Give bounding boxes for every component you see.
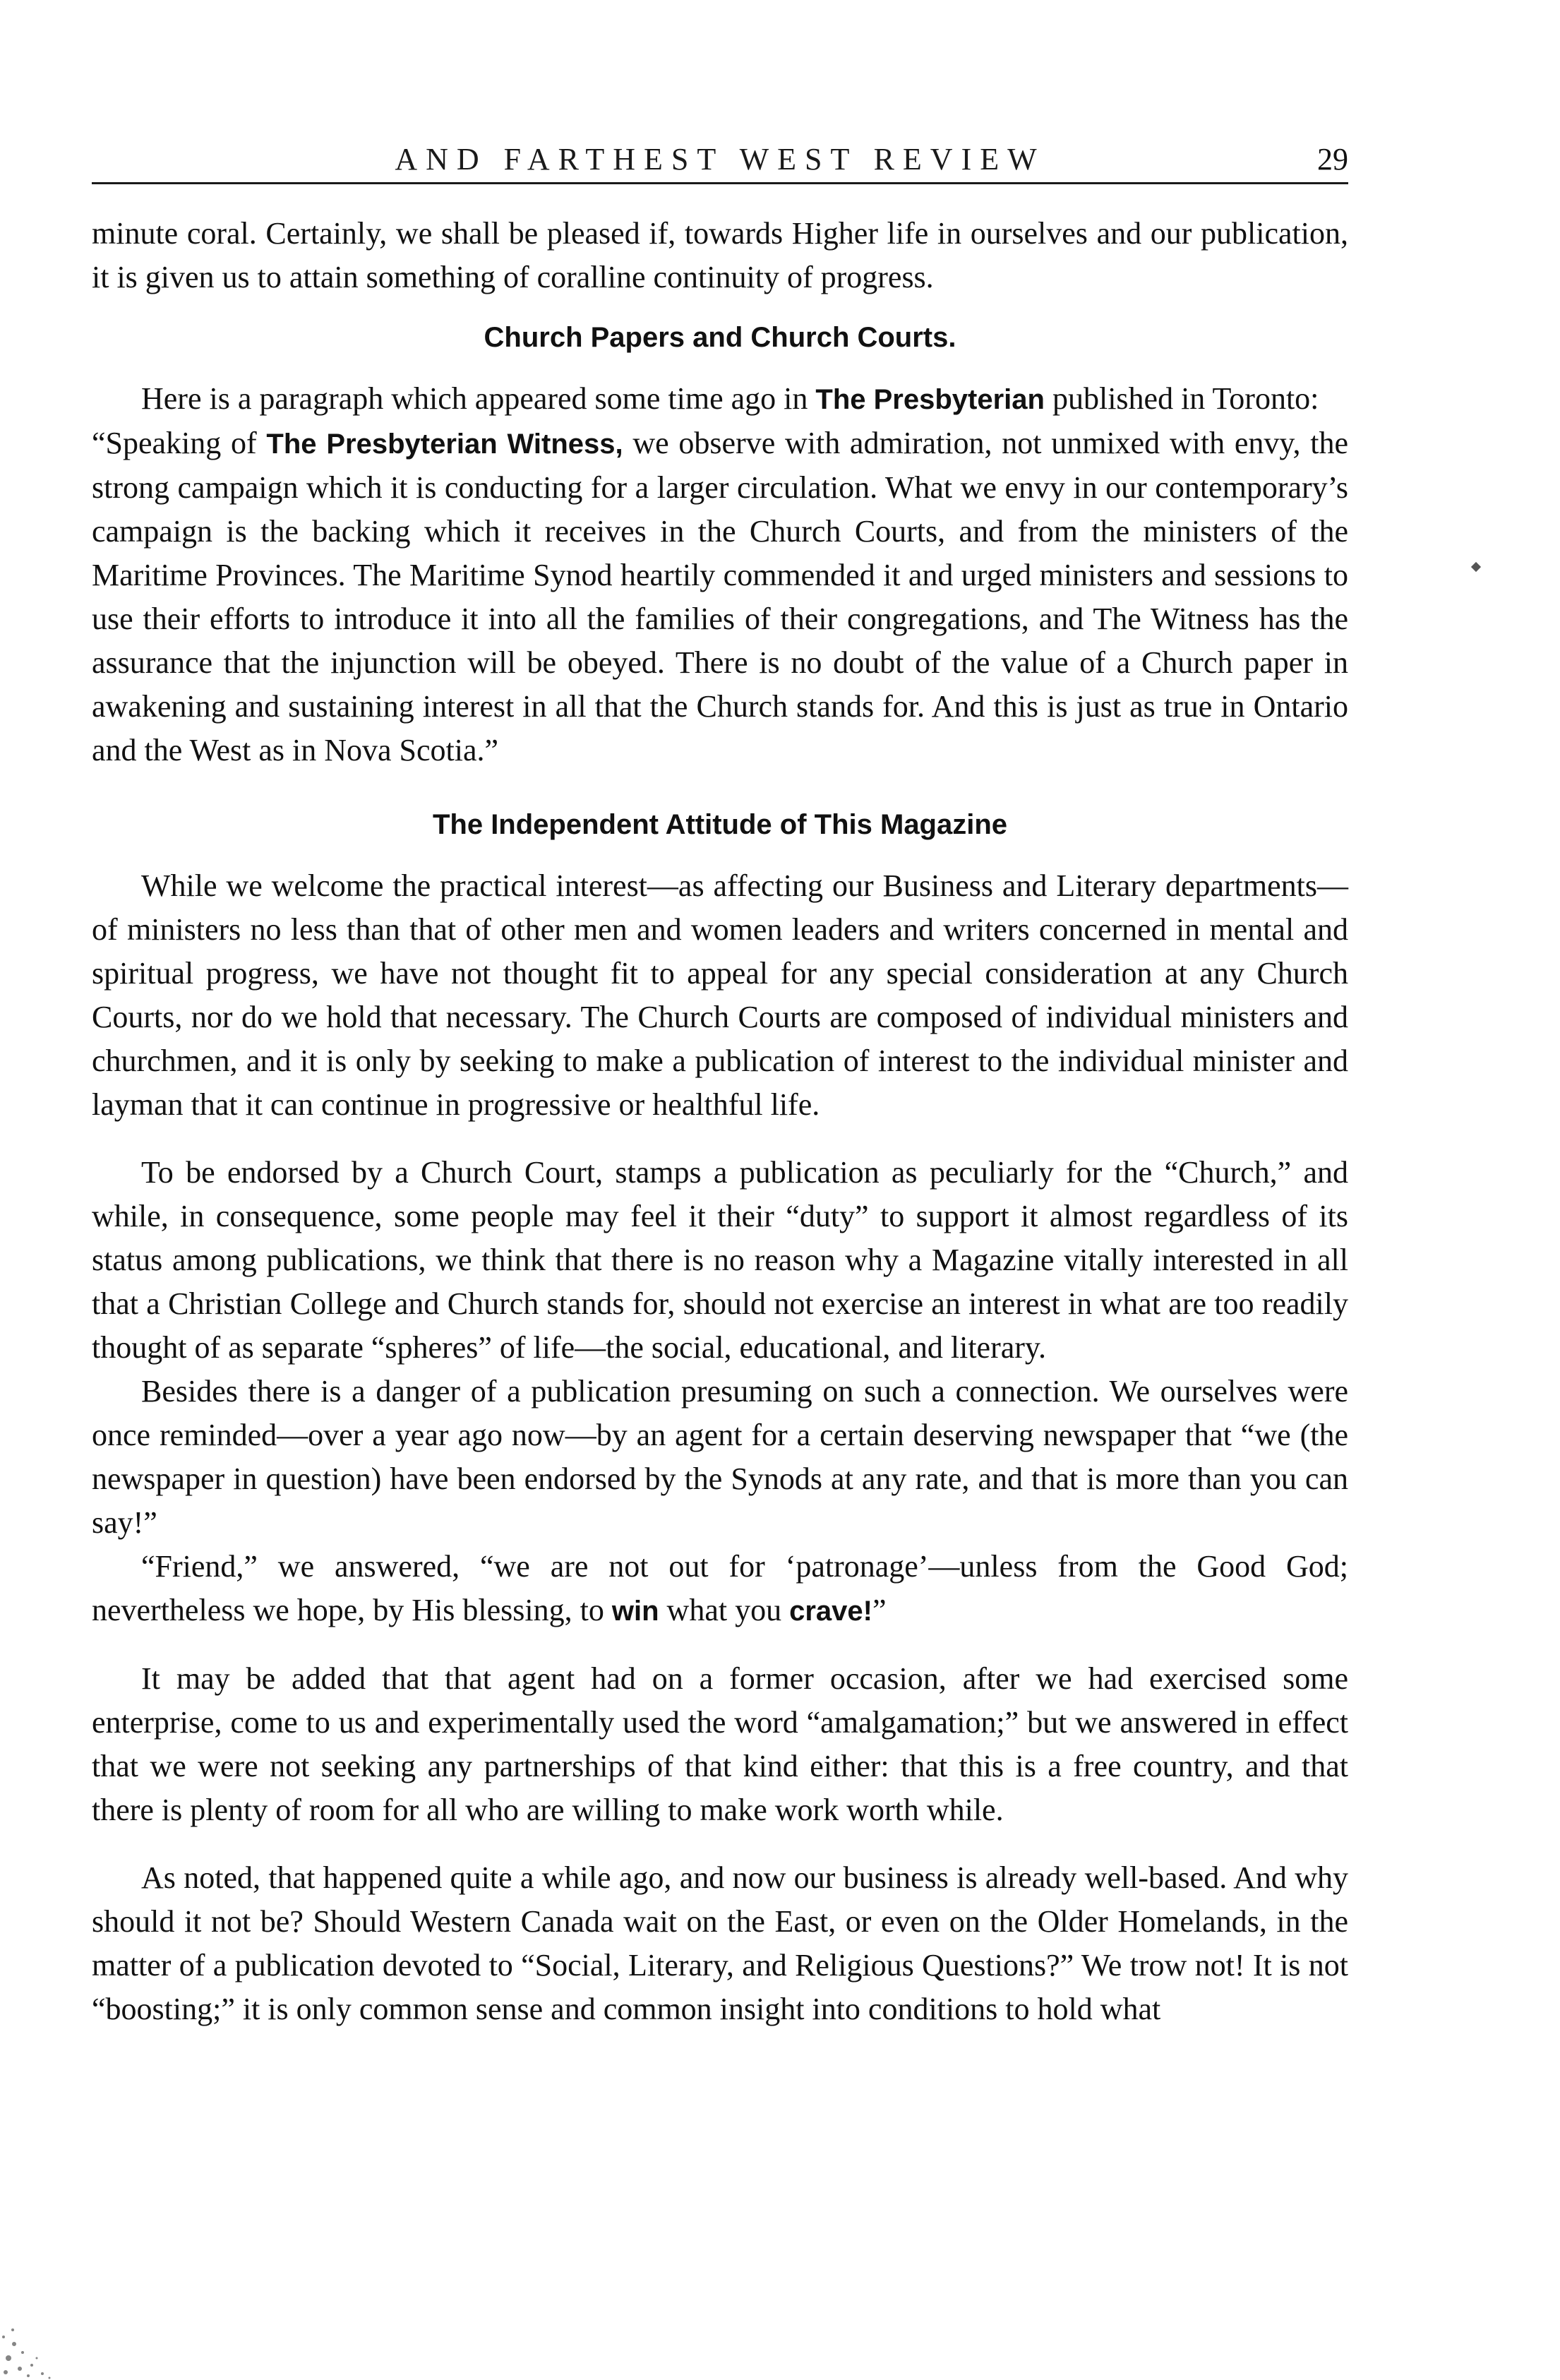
section-heading-church-papers: Church Papers and Church Courts. xyxy=(484,322,956,353)
running-title: AND FARTHEST WEST REVIEW xyxy=(395,142,1045,177)
text-run: what you xyxy=(659,1593,790,1627)
publication-name: The Presbyterian Witness, xyxy=(266,429,623,460)
text-run: we observe with admiration, not unmixed with envy, the strong campaign which it is conducting for a larger circulation. What we envy in our contemporary’s campaign is the backing which it receives in the Church Courts, and from the ministers of the Maritime Provinces. The Maritime Synod heartily commended it and urged ministers and sessions to use their efforts to introduce it into all the families of their congregations, and The Witness has the assurance that the injunction will be obeyed. There is no doubt of the value of a Church paper in awakening and sustaining interest in all that the Church stands for. And this is just as true in Ontario and the West as in Nova Scotia.” xyxy=(92,426,1349,767)
emphasis-crave: crave! xyxy=(789,1596,872,1627)
section-heading-independent-attitude: The Independent Attitude of This Magazine xyxy=(432,809,1008,840)
paragraph-presbyterian xyxy=(92,377,1348,421)
page-number: 29 xyxy=(1317,142,1348,177)
paragraph-besides: Besides there is a danger of a publication presuming on such a connection. We ourselves were once reminded—over a year ago now—by an agent for a certain deserving newspaper that “we (the newspaper in question) have been endorsed by the Synods at any rate, and that is more than you can say!” xyxy=(92,1374,1348,1540)
paragraph-noted: As noted, that happened quite a while ago, and now our business is already well-based. And why should it not be? Should Western Canada wait on the East, or even on the Older Homelands, in the matter of a publication devoted to “Social, Literary, and Religious Questions?” We trow not! It is not “boosting;” it is only common sense and common insight into conditions to hold what xyxy=(92,1860,1348,2026)
header-rule xyxy=(92,182,1348,184)
paragraph-intro: minute coral. Certainly, we shall be pleased if, towards Higher life in ourselves and our publication, it is given us to attain something of coralline continuity of progress. xyxy=(92,216,1348,294)
paragraph-friend xyxy=(92,1545,1348,1633)
text-run: “Speaking of xyxy=(92,426,267,460)
running-header xyxy=(92,141,1348,191)
text-run: ” xyxy=(872,1593,887,1627)
paragraph-endorsed: To be endorsed by a Church Court, stamps a publication as peculiarly for the “Church,” and while, in consequence, some people may feel it their “duty” to support it almost regardless of its status among publications, we think that there is no reason why a Magazine vitally interested in all that a Christian College and Church stands for, should not exercise an interest in what are too readily thought of as separate “spheres” of life—the social, educational, and literary. xyxy=(92,1155,1348,1365)
publication-name: The Presbyterian xyxy=(815,384,1045,415)
text-run: published in Toronto: xyxy=(1044,381,1319,416)
paragraph-quotation xyxy=(92,421,1348,772)
emphasis-win: win xyxy=(611,1596,659,1627)
paragraph-while: While we welcome the practical interest—as affecting our Business and Literary departments—of ministers no less than that of other men and women leaders and writers concerned in mental and spiritual progress, we have not thought fit to appeal for any special consideration at any Church Courts, nor do we hold that necessary. The Church Courts are composed of individual ministers and churchmen, and it is only by seeking to make a publication of interest to the individual minister and layman that it can continue in progressive or healthful life. xyxy=(92,868,1348,1122)
text-run: “Friend,” we answered, “we are not out for ‘patronage’—unless from the Good God; nevertheless we hope, by His blessing, to xyxy=(92,1549,1348,1627)
scan-smudge xyxy=(0,2259,85,2380)
margin-mark xyxy=(1471,562,1481,572)
paragraph-added: It may be added that that agent had on a former occasion, after we had exercised some enterprise, come to us and experimentally used the word “amalgamation;” but we answered in effect that we were not seeking any partnerships of that kind either: that this is a free country, and that there is plenty of room for all who are willing to make work worth while. xyxy=(92,1661,1348,1827)
text-run: Here is a paragraph which appeared some time ago in xyxy=(141,381,816,416)
article-body xyxy=(92,212,1348,2031)
